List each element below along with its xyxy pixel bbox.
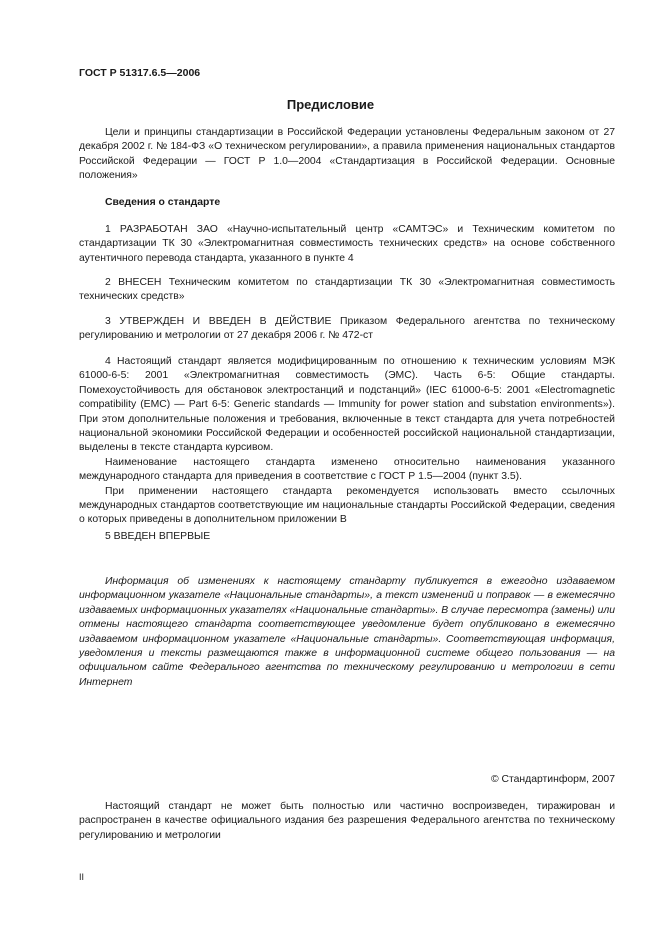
document-code: ГОСТ Р 51317.6.5—2006 bbox=[79, 67, 201, 79]
intro-paragraph: Цели и принципы стандартизации в Российской Федерации установлены Федеральным законом от 27 декабря 2002 г. № 184-ФЗ «О техническом регулировании», а правила применения национальных стандартов Российской Федерации — ГОСТ Р 1.0—2004 «Стандартизация в Российской Федерации. Основные положения» bbox=[79, 127, 615, 182]
copyright: © Стандартинформ, 2007 bbox=[490, 774, 615, 785]
item-4-paragraph-2: Наименование настоящего стандарта изменено относительно наименования указанного международного стандарта для приведения в соответствие с ГОСТ Р 1.5—2004 (пункт 3.5). bbox=[79, 456, 615, 483]
item-3: 3 УТВЕРЖДЕН И ВВЕДЕН В ДЕЙСТВИЕ Приказом Федерального агентства по техническому регулированию и метрологии от 27 декабря 2006 г. № 472-ст bbox=[79, 316, 615, 342]
page-number: II bbox=[79, 872, 85, 882]
section-heading: Сведения о стандарте bbox=[105, 197, 221, 208]
item-1: 1 РАЗРАБОТАН ЗАО «Научно-испытательный центр «САМТЭС» и Техническим комитетом по стандартизации ТК 30 «Электромагнитная совместимость технических средств» на основе собственного аутентичного перевода стандарта, указанного в пункте 4 bbox=[79, 224, 615, 264]
notice-paragraph: Информация об изменениях к настоящему стандарту публикуется в ежегодно издаваемом информационном указателе «Национальные стандарты», а текст изменений и поправок — в ежемесячно издаваемых информационных указателях «Национальные стандарты». В случае пересмотра (замены) или отмены настоящего стандарта соответствующее уведомление будет опубликовано в ежемесячно издаваемом информационном указателе «Национальные стандарты». Соответствующая информация, уведомления и тексты размещаются также в информационной системе общего пользования — на официальном сайте Федерального агентства по техническому регулированию и метрологии в сети Интернет bbox=[79, 576, 615, 688]
page-title: Предисловие bbox=[286, 97, 375, 112]
item-4-paragraph-3: При применении настоящего стандарта рекомендуется использовать вместо ссылочных международных стандартов соответствующие им национальные стандарты Российской Федерации, сведения о которых приведены в дополнительном приложении В bbox=[79, 485, 615, 526]
item-4 bbox=[79, 355, 615, 528]
item-4-paragraph-1: 4 Настоящий стандарт является модифицированным по отношению к техническим условиям МЭК 61000-6-5: 2001 «Электромагнитная совместимость (ЭМС). Часть 6-5: Общие стандарты. Помехоустойчивость для обстановок электростанций и подстанций» (IEC 61000-6-5: 2001 «Electromagnetic compatibility (EMC) — Part 6-5: Generic standards — Immunity for power station and substation environments»). При этом дополнительные положения и требования, включенные в текст стандарта для учета потребностей национальной экономики Российской Федерации и особенностей российской национальной стандартизации, выделены в тексте стандарта курсивом. bbox=[79, 356, 615, 454]
footer-paragraph: Настоящий стандарт не может быть полностью или частично воспроизведен, тиражирован и распространен в качестве официального издания без разрешения Федерального агентства по техническому регулированию и метрологии bbox=[79, 801, 615, 841]
item-2: 2 ВНЕСЕН Техническим комитетом по стандартизации ТК 30 «Электромагнитная совместимость технических средств» bbox=[79, 277, 615, 303]
item-5: 5 ВВЕДЕН ВПЕРВЫЕ bbox=[105, 531, 211, 542]
